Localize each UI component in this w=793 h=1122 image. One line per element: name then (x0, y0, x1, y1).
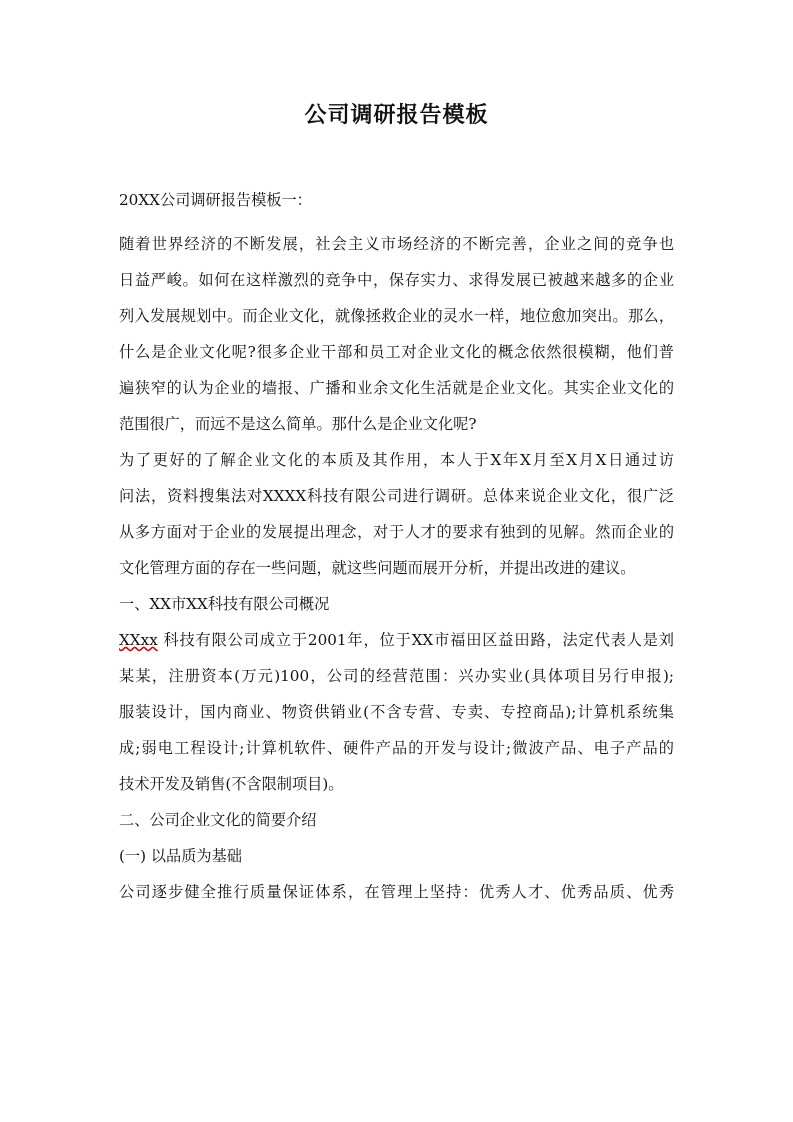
paragraph-line: 什么是企业文化呢?很多企业干部和员工对企业文化的概念依然很模糊，他们普 (119, 343, 674, 361)
paragraph-line: 技术开发及销售(不含限制项目)。 (119, 775, 344, 793)
paragraph-line: 范围很广，而远不是这么简单。那什么是企业文化呢? (119, 415, 477, 433)
paragraph-line: 遍狭窄的认为企业的墙报、广播和业余文化生活就是企业文化。其实企业文化的 (119, 379, 674, 397)
paragraph-line: 成;弱电工程设计;计算机软件、硬件产品的开发与设计;微波产品、电子产品的 (119, 739, 674, 757)
paragraph-line-rest: 科技有限公司成立于2001年，位于XX市福田区益田路，法定代表人是刘 (157, 631, 674, 649)
section-heading: 一、XX市XX科技有限公司概况 (119, 595, 330, 613)
paragraph-line: 随着世界经济的不断发展，社会主义市场经济的不断完善，企业之间的竞争也 (119, 235, 674, 253)
paragraph-line: 为了更好的了解企业文化的本质及其作用，本人于X年X月至X月X日通过访 (119, 451, 674, 469)
subtitle-line: 20XX公司调研报告模板一： (119, 191, 312, 209)
paragraph-line: 某某，注册资本(万元)100，公司的经营范围：兴办实业(具体项目另行申报); (119, 667, 674, 685)
paragraph-line: 服装设计，国内商业、物资供销业(不含专营、专卖、专控商品);计算机系统集 (119, 703, 674, 721)
paragraph-line: 从多方面对于企业的发展提出理念，对于人才的要求有独到的见解。然而企业的 (119, 523, 674, 541)
paragraph-line: 日益严峻。如何在这样激烈的竞争中，保存实力、求得发展已被越来越多的企业 (119, 271, 674, 289)
page-title: 公司调研报告模板 (304, 102, 489, 128)
paragraph-line: 文化管理方面的存在一些问题，就这些问题而展开分析，并提出改进的建议。 (119, 559, 636, 577)
paragraph-line: 公司逐步健全推行质量保证体系，在管理上坚持：优秀人才、优秀品质、优秀 (119, 883, 674, 901)
paragraph-line (119, 626, 674, 662)
subsection-heading: (一) 以品质为基础 (119, 847, 242, 865)
paragraph-line: 问法，资料搜集法对XXXX科技有限公司进行调研。总体来说企业文化，很广泛 (119, 487, 674, 505)
paragraph-line: 列入发展规划中。而企业文化，就像拯救企业的灵水一样，地位愈加突出。那么， (119, 307, 674, 325)
company-name-marked: XXxx (119, 631, 158, 649)
section-heading: 二、公司企业文化的简要介绍 (119, 811, 317, 829)
document-body (119, 186, 674, 914)
